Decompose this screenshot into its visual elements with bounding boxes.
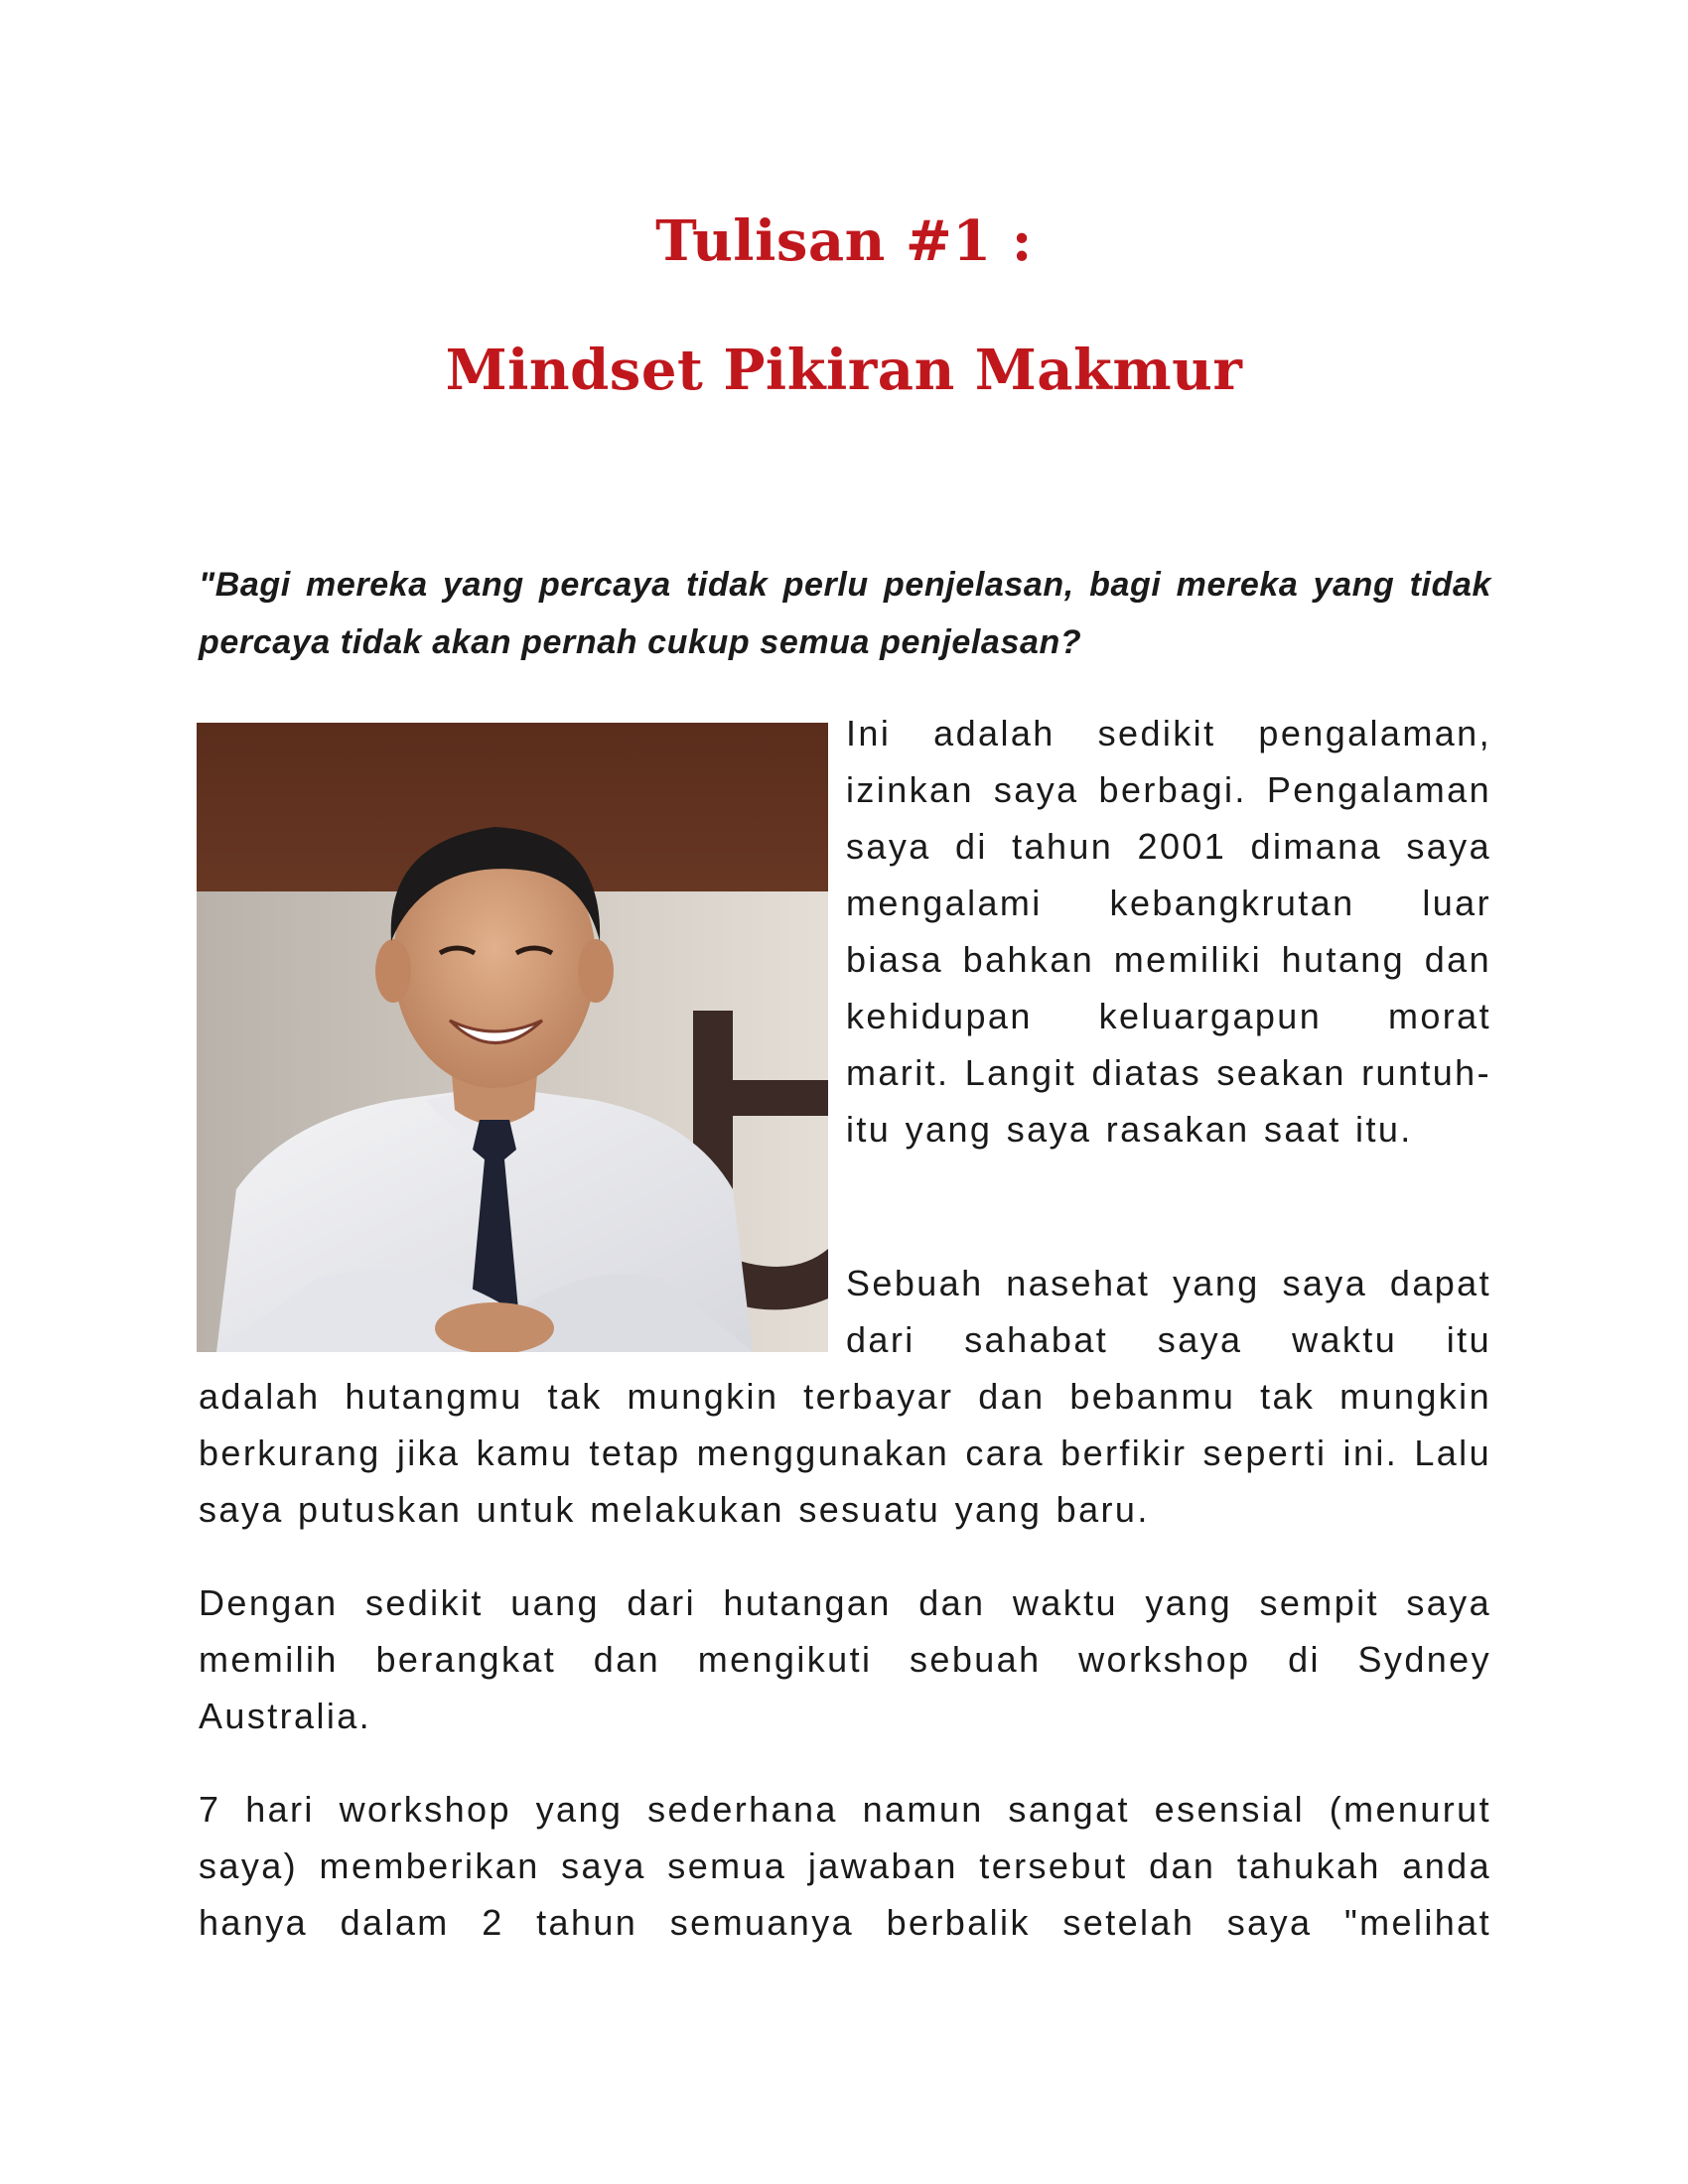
paragraph-2-start: Sebuah nasehat yang saya dapat dari sahabat saya waktu itu — [846, 1263, 1491, 1360]
document-title-line-2: Mindset Pikiran Makmur — [445, 338, 1243, 403]
paragraph-2-continued: adalah hutangmu tak mungkin terbayar dan bebanmu tak mungkin berkurang jika kamu tetap menggunakan cara berfikir seperti ini. Lalu saya putuskan untuk melakukan sesuatu yang baru. — [199, 1376, 1491, 1530]
paragraph-1: Ini adalah sedikit pengalaman, izinkan saya berbagi. Pengalaman saya di tahun 2001 dimana saya mengalami kebangkrutan luar biasa bahkan memiliki hutang dan kehidupan keluargapun morat marit. Langit diatas seakan runtuh-itu yang saya rasakan saat itu. — [846, 713, 1491, 1150]
document-title-line-1: Tulisan #1 : — [655, 208, 1033, 274]
paragraph-4: 7 hari workshop yang sederhana namun sangat esensial (menurut saya) memberikan saya semua jawaban tersebut dan tahukah anda hanya dalam 2 tahun semuanya berbalik setelah saya "melihat — [199, 1789, 1491, 1943]
opening-quote: "Bagi mereka yang percaya tidak perlu penjelasan, bagi mereka yang tidak percaya tidak akan pernah cukup semua penjelasan? — [199, 566, 1491, 661]
paragraph-3: Dengan sedikit uang dari hutangan dan waktu yang sempit saya memilih berangkat dan mengikuti sebuah workshop di Sydney Australia. — [199, 1582, 1491, 1736]
author-photo — [197, 723, 828, 1352]
author-photo-illustration — [197, 723, 828, 1352]
